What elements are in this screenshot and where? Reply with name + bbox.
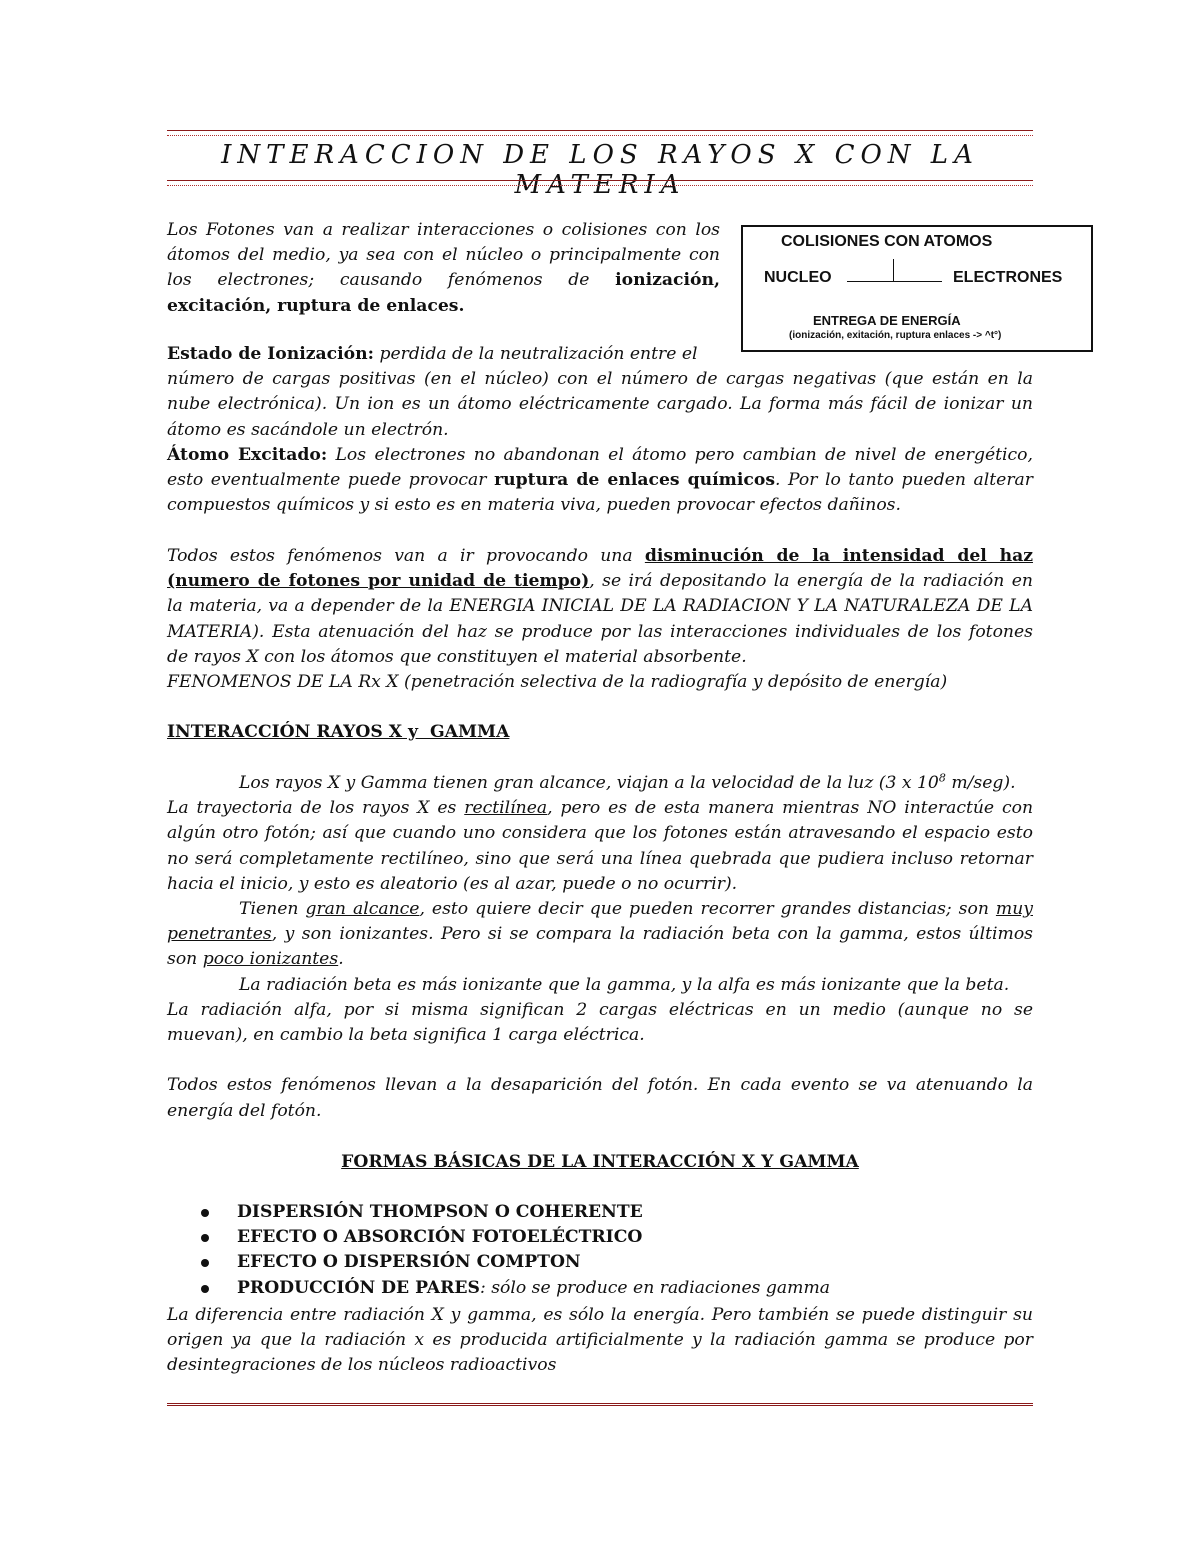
spacer	[167, 1048, 1033, 1073]
list-item	[195, 1250, 830, 1275]
ionization-line: nube electrónica). Un ion es un átomo eléctricamente cargado. La forma más fácil de ionizar un	[167, 394, 1033, 415]
bullet-icon	[201, 1285, 209, 1293]
bullet-icon	[201, 1209, 209, 1217]
interaction-line: hacia el inicio, y esto es aleatorio (es al azar, puede o no ocurrir).	[167, 873, 738, 894]
interaction-line: energía del fotón.	[167, 1100, 322, 1121]
list-item-text: EFECTO O ABSORCIÓN FOTOELÉCTRICO	[237, 1227, 643, 1248]
interaction-text: La trayectoria de los rayos X es	[167, 798, 465, 819]
list-item	[195, 1225, 830, 1250]
diagram-connector-stem	[893, 259, 894, 281]
intro-paragraph	[167, 218, 720, 319]
excited-line	[167, 443, 1033, 468]
bullet-icon	[201, 1259, 209, 1267]
list-item	[195, 1200, 830, 1225]
interaction-text: , pero es de esta manera mientras NO interactúe con	[547, 798, 1034, 819]
bullet-icon	[201, 1234, 209, 1242]
interaction-text: .	[338, 949, 344, 970]
top-rule	[167, 130, 1033, 136]
list-item-text: DISPERSIÓN THOMPSON O COHERENTE	[237, 1202, 643, 1222]
diagram-note: (ionización, exitación, ruptura enlaces -> ^t°)	[789, 330, 1002, 341]
collisions-diagram	[741, 225, 1093, 352]
attenuation-text: , se irá depositando la energía de la radiación en	[589, 571, 1033, 592]
attenuation-line: la materia, va a depender de la ENERGIA INICIAL DE LA RADIACION Y LA NATURALEZA DE LA	[167, 596, 1033, 617]
interaction-line	[167, 922, 1033, 947]
interaction-line: muevan), en cambio la beta significa 1 carga eléctrica.	[167, 1025, 645, 1046]
ionization-text: perdida de la neutralización entre el	[373, 344, 698, 364]
interaction-underlined: rectilínea	[464, 798, 548, 819]
diagram-subtitle: ENTREGA DE ENERGÍA	[813, 313, 961, 328]
ionization-line: átomo es sacándole un electrón.	[167, 419, 449, 440]
excited-bold: ruptura de enlaces químicos	[494, 470, 775, 491]
interaction-underlined: penetrantes	[167, 924, 272, 945]
interaction-underlined: poco ionizantes	[202, 949, 339, 970]
interaction-text: m/seg).	[945, 773, 1016, 793]
interaction-underlined: muy	[995, 899, 1033, 920]
attenuation-paragraph	[167, 544, 1033, 695]
ionization-label: Estado de Ionización:	[167, 344, 374, 364]
interaction-line	[167, 947, 1033, 972]
excited-line	[167, 468, 1033, 493]
attenuation-line	[167, 569, 1033, 594]
interaction-underlined: gran alcance	[305, 899, 420, 920]
forms-list	[195, 1200, 830, 1301]
final-paragraph	[167, 1303, 1033, 1379]
page-title: INTERACCION DE LOS RAYOS X CON LA MATERIA	[221, 140, 979, 200]
interaction-line: algún otro fotón; así que cuando uno considera que los fotones están atravesando el espacio esto	[167, 823, 1033, 844]
attenuation-line	[167, 544, 1033, 569]
intro-line: Los Fotones van a realizar interacciones o colisiones con los	[167, 220, 720, 240]
interaction-text: , y son ionizantes. Pero si se compara la radiación beta con la gamma, estos últimos	[271, 924, 1033, 945]
interaction-text: Tienen	[239, 899, 306, 920]
attenuation-line: FENOMENOS DE LA Rx X (penetración selectiva de la radiografía y depósito de energía)	[167, 672, 948, 693]
ionization-line	[167, 342, 1033, 367]
interaction-line: La radiación beta es más ionizante que la gamma, y la alfa es más ionizante que la beta.	[239, 974, 1010, 995]
excited-text: . Por lo tanto pueden alterar	[775, 470, 1033, 491]
attenuation-line: MATERIA). Esta atenuación del haz se produce por las interacciones individuales de los fotones	[167, 621, 1033, 642]
interaction-line	[167, 796, 1033, 821]
intro-line: átomos del medio, ya sea con el núcleo o principalmente con	[167, 245, 720, 266]
interaction-line	[167, 897, 1033, 922]
diagram-electrons-label: ELECTRONES	[953, 269, 1063, 286]
interaction-heading: INTERACCIÓN RAYOS X y GAMMA	[167, 722, 510, 742]
interaction-line: Todos estos fenómenos llevan a la desaparición del fotón. En cada evento se va atenuando la	[167, 1075, 1033, 1096]
ionization-line: número de cargas positivas (en el núcleo) con el número de cargas negativas (que están en la	[167, 369, 1033, 390]
excited-line: compuestos químicos y si esto es en materia viva, pueden provocar efectos dañinos.	[167, 495, 901, 516]
intro-bold-line: excitación, ruptura de enlaces.	[167, 295, 465, 316]
list-item-text: PRODUCCIÓN DE PARES	[237, 1277, 480, 1298]
final-line: origen ya que la radiación x es producida artificialmente y la radiación gamma se produce por	[167, 1330, 1033, 1351]
intro-bold: ionización,	[615, 270, 720, 291]
attenuation-text: Todos estos fenómenos van a ir provocando una	[167, 546, 645, 566]
diagram-title: COLISIONES CON ATOMOS	[781, 233, 993, 250]
interaction-text: Los rayos X y Gamma tienen gran alcance, viajan a la velocidad de la luz (3 x 10	[239, 773, 939, 793]
interaction-line	[167, 771, 1033, 796]
excited-label: Átomo Excitado:	[167, 444, 328, 465]
interaction-line: no será completamente rectilíneo, sino que será una línea quebrada que pudiera incluso retornar	[167, 848, 1033, 869]
diagram-connector-line	[847, 281, 942, 282]
ionization-paragraph	[167, 342, 1033, 518]
excited-text: esto eventualmente puede provocar	[167, 470, 495, 491]
title-rule	[167, 180, 1033, 186]
interaction-line: La radiación alfa, por si misma significan 2 cargas eléctricas en un medio (aunque no se	[167, 999, 1033, 1020]
interaction-text: son	[167, 949, 203, 970]
attenuation-line: de rayos X con los átomos que constituyen el material absorbente.	[167, 646, 747, 667]
diagram-nucleus-label: NUCLEO	[764, 269, 832, 286]
final-line: La diferencia entre radiación X y gamma, es sólo la energía. Pero también se puede distinguir su	[167, 1305, 1033, 1325]
forms-heading: FORMAS BÁSICAS DE LA INTERACCIÓN X Y GAMMA	[341, 1152, 859, 1172]
interaction-text: , esto quiere decir que pueden recorrer grandes distancias; son	[419, 899, 996, 920]
intro-text: los electrones; causando fenómenos de	[167, 270, 616, 291]
excited-text: Los electrones no abandonan el átomo pero cambian de nivel de energético,	[327, 444, 1033, 465]
attenuation-bold: (numero de fotones por unidad de tiempo)	[167, 571, 590, 592]
exponent: 8	[938, 771, 946, 785]
list-item-suffix: : sólo se produce en radiaciones gamma	[479, 1277, 831, 1298]
attenuation-bold: disminución de la intensidad del haz	[644, 546, 1033, 566]
list-item-text: EFECTO O DISPERSIÓN COMPTON	[237, 1252, 581, 1273]
list-item	[195, 1276, 830, 1301]
bottom-rule	[167, 1403, 1033, 1406]
intro-line	[167, 268, 720, 293]
interaction-body	[167, 771, 1033, 1124]
final-line: desintegraciones de los núcleos radioactivos	[167, 1355, 557, 1376]
